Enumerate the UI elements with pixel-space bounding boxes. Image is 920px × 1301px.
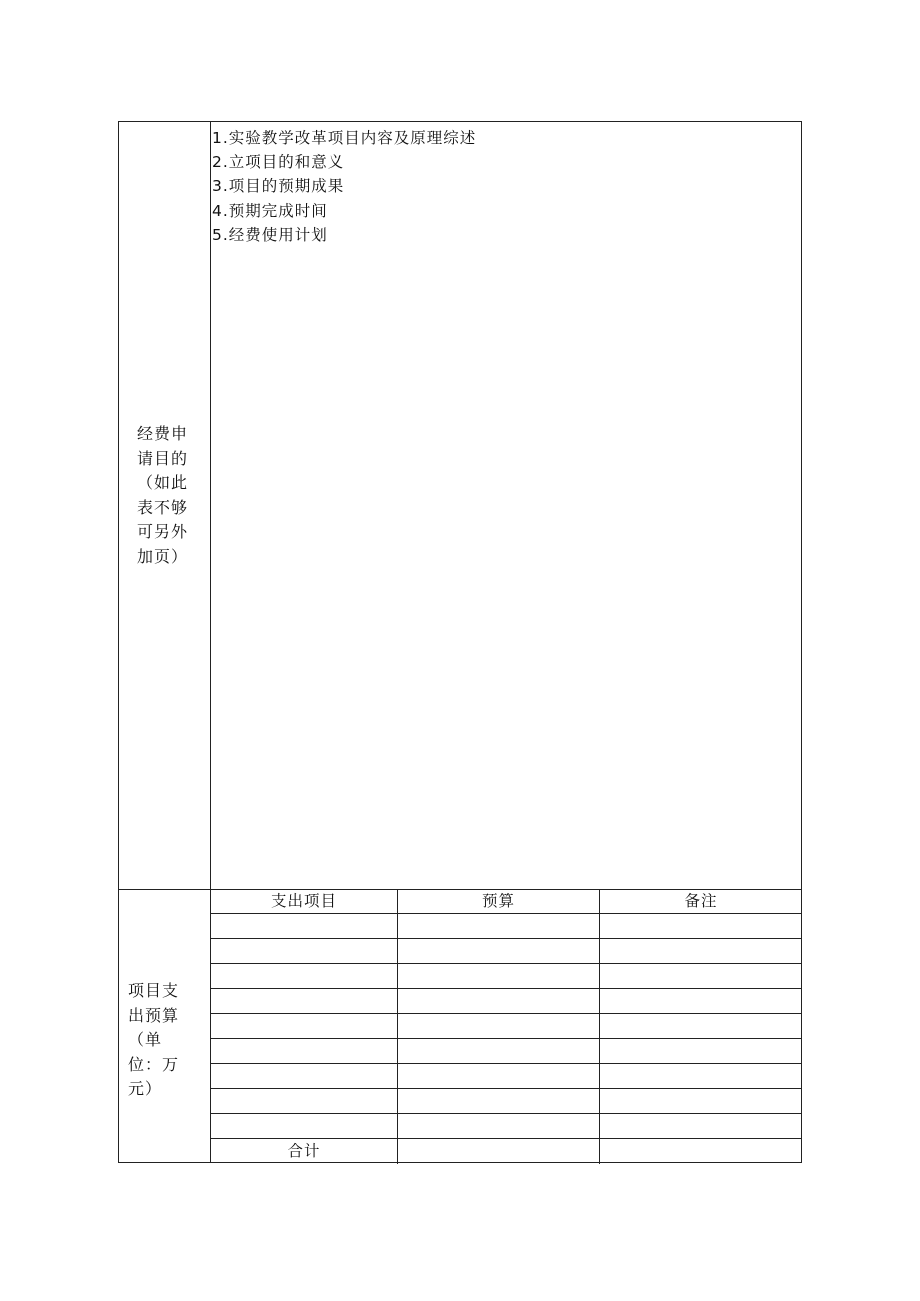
expense-item-cell[interactable] bbox=[211, 914, 398, 938]
budget-cell[interactable] bbox=[398, 1039, 600, 1063]
total-budget-cell[interactable] bbox=[398, 1139, 600, 1164]
application-form-table bbox=[118, 121, 802, 1163]
budget-label-cell bbox=[119, 889, 211, 1163]
table-row bbox=[211, 964, 802, 989]
purpose-item-2: 2.立项目的和意义 bbox=[212, 153, 345, 172]
budget-cell[interactable] bbox=[398, 939, 600, 963]
expense-item-cell[interactable] bbox=[211, 964, 398, 988]
budget-cell[interactable] bbox=[398, 964, 600, 988]
expense-item-cell[interactable] bbox=[211, 939, 398, 963]
table-row bbox=[211, 939, 802, 964]
purpose-content-cell[interactable] bbox=[211, 122, 801, 889]
budget-cell[interactable] bbox=[398, 1064, 600, 1088]
budget-row bbox=[119, 889, 801, 1163]
remarks-cell[interactable] bbox=[600, 1114, 802, 1138]
table-row bbox=[211, 1014, 802, 1039]
purpose-item-5: 5.经费使用计划 bbox=[212, 225, 328, 244]
remarks-cell[interactable] bbox=[600, 1039, 802, 1063]
header-remarks: 备注 bbox=[684, 892, 718, 910]
table-row bbox=[211, 1114, 802, 1139]
expense-item-cell[interactable] bbox=[211, 1114, 398, 1138]
budget-cell[interactable] bbox=[398, 1089, 600, 1113]
budget-table bbox=[211, 889, 802, 1163]
remarks-cell[interactable] bbox=[600, 1064, 802, 1088]
purpose-item-3: 3.项目的预期成果 bbox=[212, 177, 345, 196]
budget-cell[interactable] bbox=[398, 914, 600, 938]
total-label: 合计 bbox=[211, 1139, 398, 1164]
total-remarks-cell[interactable] bbox=[600, 1139, 802, 1164]
table-row bbox=[211, 989, 802, 1014]
budget-cell[interactable] bbox=[398, 1114, 600, 1138]
remarks-cell[interactable] bbox=[600, 914, 802, 938]
remarks-cell[interactable] bbox=[600, 1014, 802, 1038]
budget-cell[interactable] bbox=[398, 989, 600, 1013]
expense-item-cell[interactable] bbox=[211, 1039, 398, 1063]
remarks-cell[interactable] bbox=[600, 989, 802, 1013]
expense-item-cell[interactable] bbox=[211, 1089, 398, 1113]
purpose-row bbox=[119, 122, 801, 890]
budget-label: 项目支出预算（单位：万元） bbox=[128, 981, 180, 1098]
expense-item-cell[interactable] bbox=[211, 1014, 398, 1038]
expense-item-cell[interactable] bbox=[211, 989, 398, 1013]
budget-total-row bbox=[211, 1139, 802, 1164]
header-expense-item: 支出项目 bbox=[211, 889, 398, 913]
table-row bbox=[211, 1039, 802, 1064]
table-row bbox=[211, 1089, 802, 1114]
purpose-item-4: 4.预期完成时间 bbox=[212, 201, 328, 220]
purpose-label: 经费申请目的（如此表不够可另外加页） bbox=[137, 424, 189, 566]
header-budget: 预算 bbox=[398, 889, 600, 913]
table-row bbox=[211, 914, 802, 939]
expense-item-cell[interactable] bbox=[211, 1064, 398, 1088]
remarks-cell[interactable] bbox=[600, 939, 802, 963]
remarks-cell[interactable] bbox=[600, 1089, 802, 1113]
purpose-label-cell bbox=[119, 122, 211, 889]
budget-cell[interactable] bbox=[398, 1014, 600, 1038]
purpose-item-1: 1.实验教学改革项目内容及原理综述 bbox=[212, 129, 477, 147]
budget-header-row bbox=[211, 889, 802, 914]
purpose-items-list bbox=[211, 122, 801, 247]
table-row bbox=[211, 1064, 802, 1089]
remarks-cell[interactable] bbox=[600, 964, 802, 988]
